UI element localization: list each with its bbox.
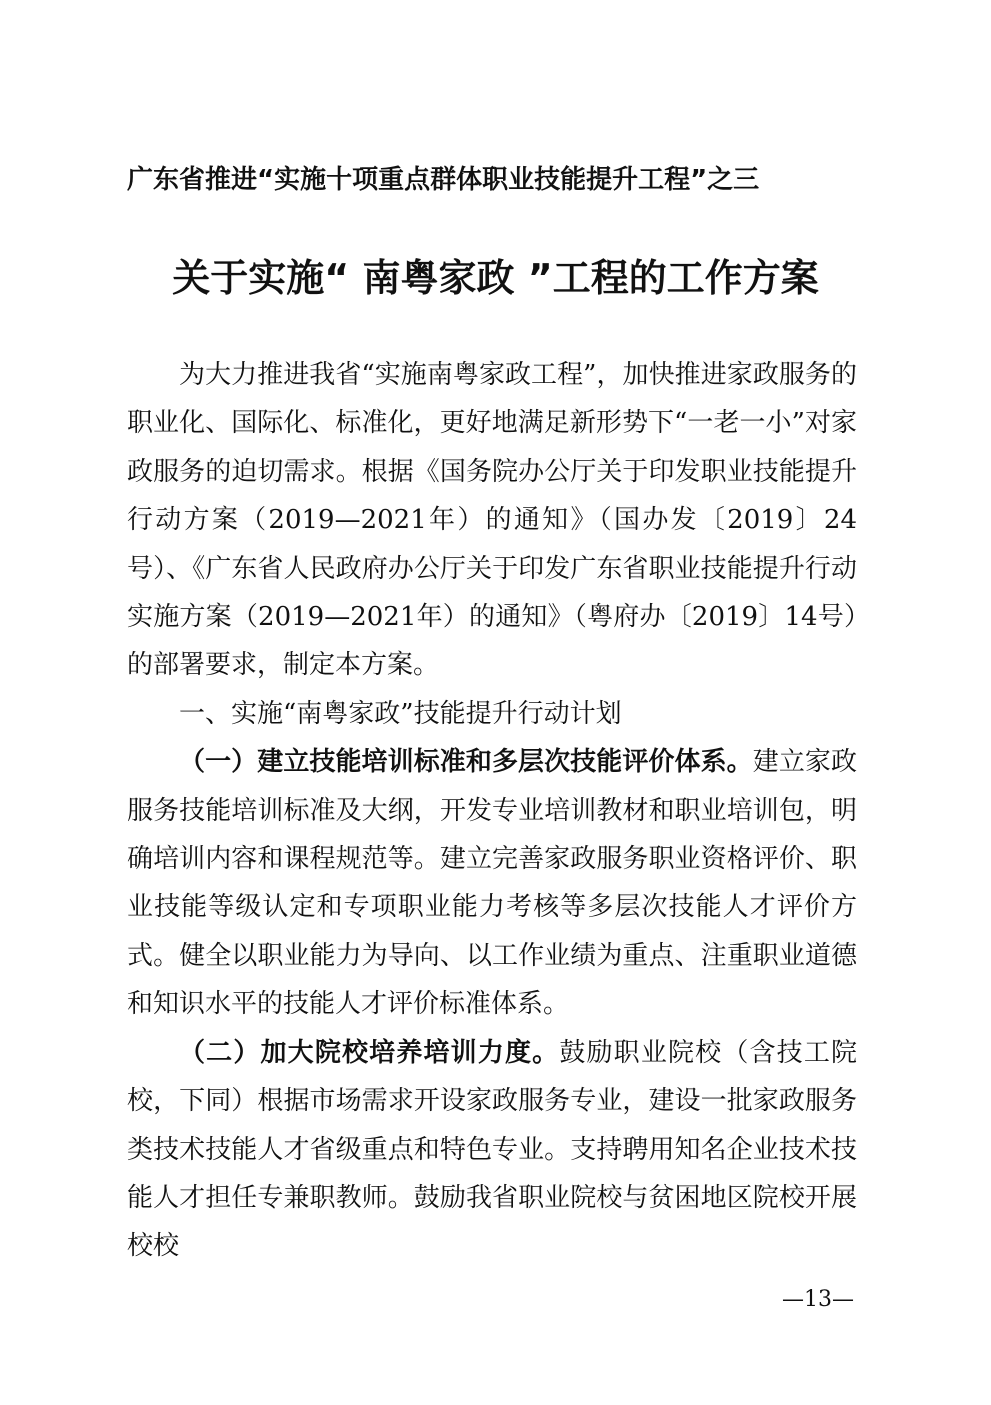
section-heading: 一、实施“南粤家政”技能提升行动计划	[179, 698, 622, 729]
item-paragraph-2	[127, 1029, 857, 1271]
item-lead-2: （二）加大院校培养培训力度。	[179, 1037, 560, 1068]
item-lead-1: （一）建立技能培训标准和多层次技能评价体系。	[179, 747, 753, 778]
page-number: —13—	[782, 1287, 854, 1312]
item-text-2: 鼓励职业院校（含技工院校，下同）根据市场需求开设家政服务专业，建设一批家政服务类技术技能人才省级重点和特色专业。支持聘用知名企业技术技能人才担任专兼职教师。鼓励我省职业院校与贫困地区院校开展校校	[127, 1037, 857, 1262]
item-text-1: 建立家政服务技能培训标准及大纲，开发专业培训教材和职业培训包，明确培训内容和课程规范等。建立完善家政服务职业资格评价、职业技能等级认定和专项职业能力考核等多层次技能人才评价方式。健全以职业能力为导向、以工作业绩为重点、注重职业道德和知识水平的技能人才评价标准体系。	[127, 747, 857, 1020]
item-paragraph-1	[127, 738, 857, 1028]
intro-paragraph: 为大力推进我省“实施南粤家政工程”，加快推进家政服务的职业化、国际化、标准化，更好地满足新形势下“一老一小”对家政服务的迫切需求。根据《国务院办公厅关于印发职业技能提升行动方案（2019—2021年）的通知》（国办发〔2019〕24号）、《广东省人民政府办公厅关于印发广东省职业技能提升行动实施方案（2019—2021年）的通知》（粤府办〔2019〕14号）的部署要求，制定本方案。	[127, 360, 857, 681]
document-title: 关于实施“ 南粤家政 ”工程的工作方案	[172, 256, 819, 300]
document-body	[127, 351, 857, 1271]
series-label: 广东省推进“实施十项重点群体职业技能提升工程”之三	[127, 165, 760, 195]
